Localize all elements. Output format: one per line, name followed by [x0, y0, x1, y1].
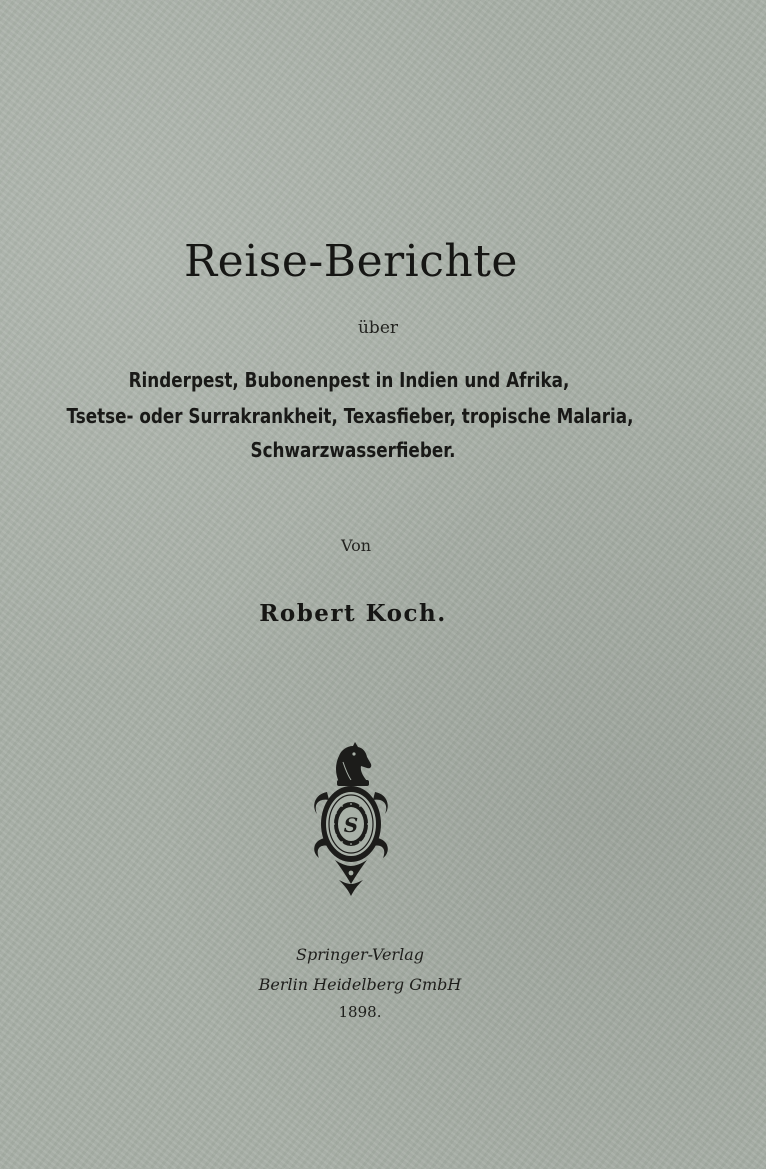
subject-line-3: Schwarzwasserfieber.	[250, 438, 456, 462]
by-label: Von	[340, 536, 372, 555]
emblem-monogram: S	[343, 813, 359, 837]
author-name: Robert Koch.	[259, 600, 447, 627]
book-title: Reise-Berichte	[184, 236, 518, 287]
publisher-name: Springer-Verlag	[296, 945, 424, 964]
preposition-text: über	[357, 318, 399, 338]
publisher-cities: Berlin Heidelberg GmbH	[258, 975, 462, 994]
publication-year: 1898.	[338, 1003, 382, 1021]
subject-line-2: Tsetse- oder Surrakrankheit, Texasfieber, tropische Malaria,	[66, 404, 634, 428]
springer-knight-emblem-icon	[305, 740, 397, 898]
subject-line-1: Rinderpest, Bubonenpest in Indien und Afrika,	[128, 368, 570, 392]
